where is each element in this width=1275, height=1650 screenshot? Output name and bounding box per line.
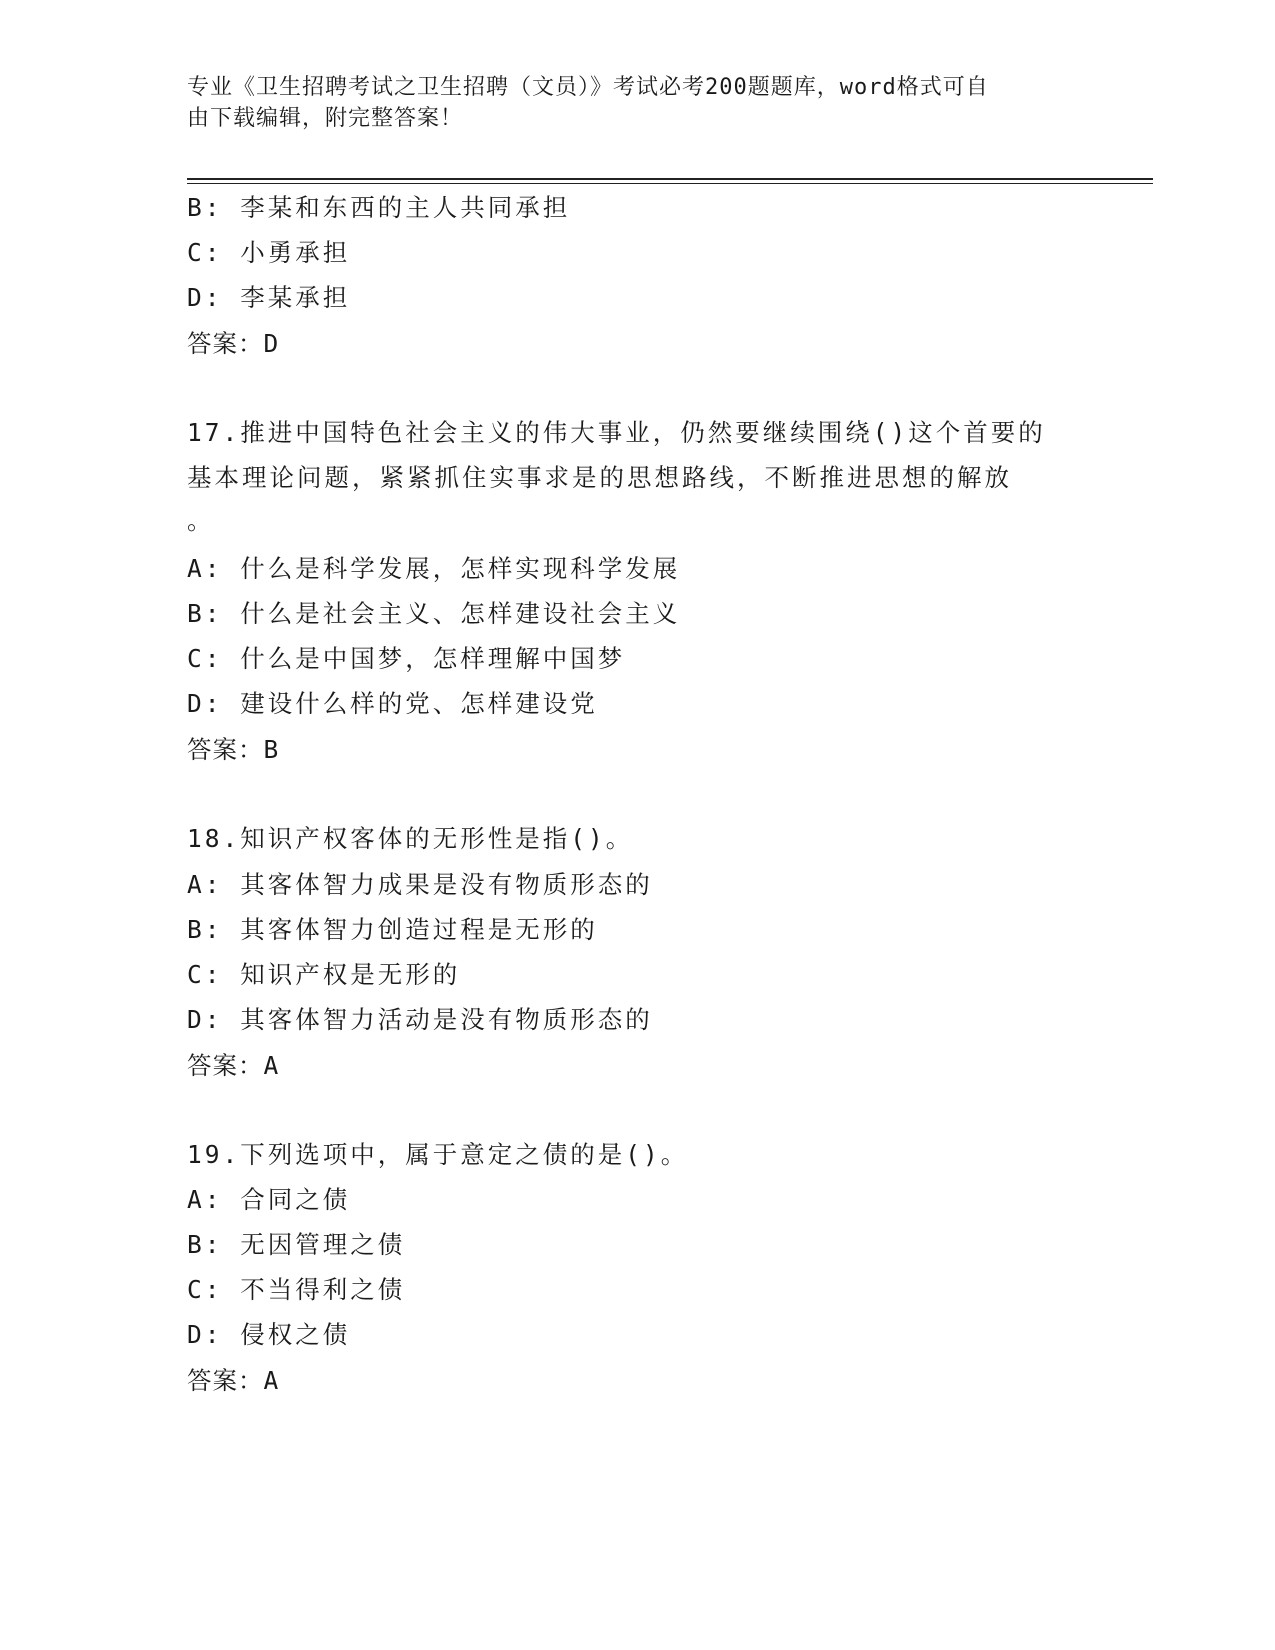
answer-label: 答案： — [187, 329, 264, 358]
header-divider-thin — [187, 183, 1153, 184]
q17-option-c: C: 什么是中国梦，怎样理解中国梦 — [187, 644, 626, 673]
q19-option-d: D: 侵权之债 — [187, 1320, 351, 1349]
q18-option-c: C: 知识产权是无形的 — [187, 960, 461, 989]
document-header — [187, 72, 1067, 134]
q19-option-b: B: 无因管理之债 — [187, 1230, 406, 1259]
answer-label: 答案： — [187, 735, 264, 764]
q16-option-d: D: 李某承担 — [187, 283, 351, 312]
header-line-1: 专业《卫生招聘考试之卫生招聘（文员）》考试必考200题题库，word格式可自 — [187, 75, 989, 100]
q16-answer — [187, 328, 279, 360]
q17-question-line-2: 基本理论问题，紧紧抓住实事求是的思想路线，不断推进思想的解放 — [187, 463, 1012, 492]
answer-label: 答案： — [187, 1366, 264, 1395]
answer-value: A — [263, 1051, 280, 1080]
q19-answer — [187, 1365, 279, 1397]
answer-value: A — [263, 1366, 280, 1395]
q18-question: 18.知识产权客体的无形性是指()。 — [187, 824, 634, 853]
q18-answer — [187, 1050, 279, 1082]
q19-option-c: C: 不当得利之债 — [187, 1275, 406, 1304]
q18-option-b: B: 其客体智力创造过程是无形的 — [187, 915, 598, 944]
q18-option-a: A: 其客体智力成果是没有物质形态的 — [187, 870, 653, 899]
header-divider-thick — [187, 178, 1153, 180]
q16-option-b: B: 李某和东西的主人共同承担 — [187, 193, 571, 222]
answer-value: B — [263, 735, 280, 764]
q17-option-b: B: 什么是社会主义、怎样建设社会主义 — [187, 599, 681, 628]
q17-question-line-3: 。 — [187, 506, 215, 535]
q19-option-a: A: 合同之债 — [187, 1185, 351, 1214]
q19-question: 19.下列选项中，属于意定之债的是()。 — [187, 1140, 689, 1169]
q17-question-line-1: 17.推进中国特色社会主义的伟大事业，仍然要继续围绕()这个首要的 — [187, 418, 1046, 447]
q17-option-d: D: 建设什么样的党、怎样建设党 — [187, 689, 598, 718]
answer-label: 答案： — [187, 1051, 264, 1080]
q17-option-a: A: 什么是科学发展，怎样实现科学发展 — [187, 554, 681, 583]
q18-option-d: D: 其客体智力活动是没有物质形态的 — [187, 1005, 653, 1034]
q16-option-c: C: 小勇承担 — [187, 238, 351, 267]
header-line-2: 由下载编辑，附完整答案！ — [187, 106, 464, 131]
answer-value: D — [263, 329, 280, 358]
q17-answer — [187, 734, 279, 766]
